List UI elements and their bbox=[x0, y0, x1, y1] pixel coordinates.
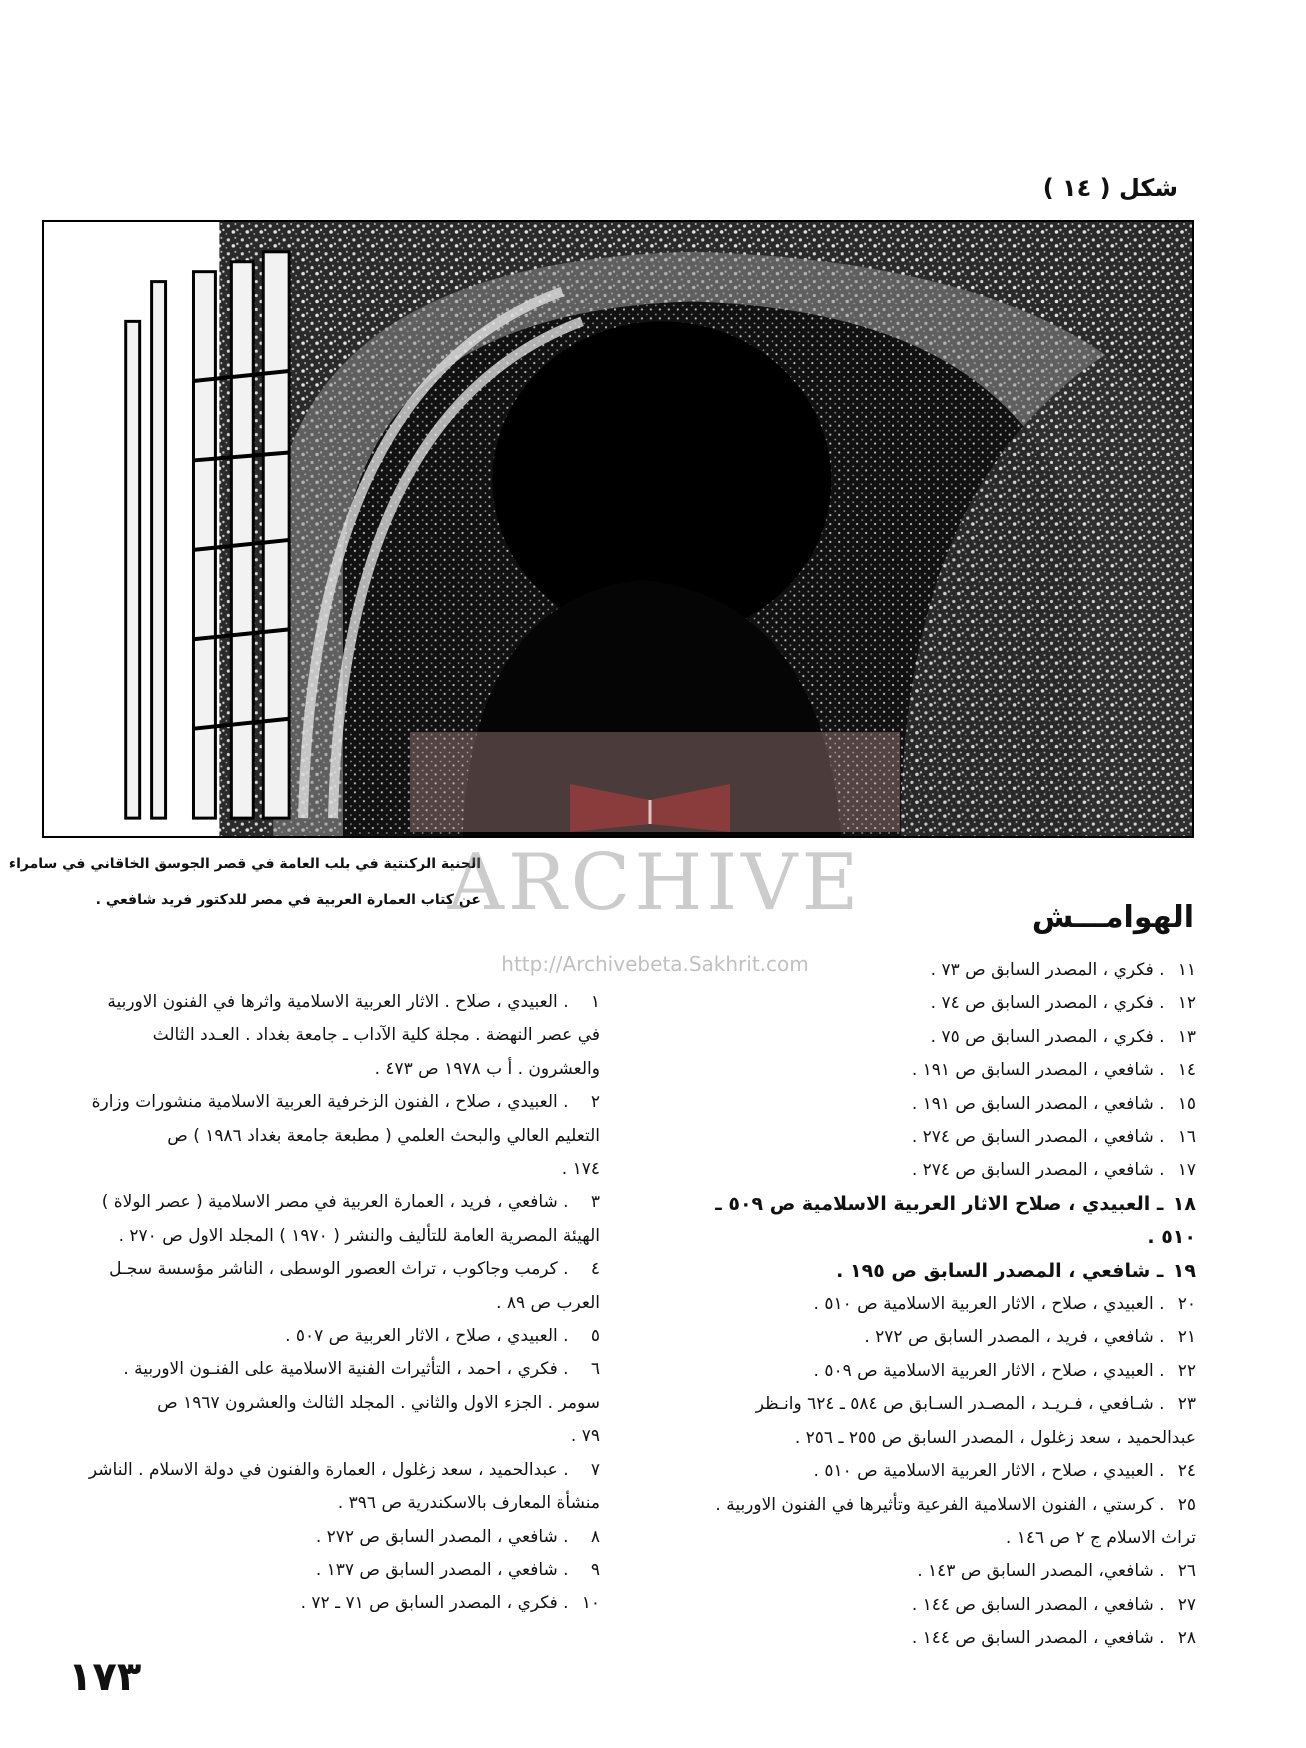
footnote-text: . شـافعي ، فـريـد ، المصـدر السـابق ص ٥٨٤ ـ ٦٢٤ وانـظر bbox=[755, 1394, 1165, 1415]
footnote-number: ١٥ bbox=[1177, 1093, 1196, 1114]
footnote-number: ٢٧ bbox=[1177, 1594, 1196, 1615]
footnote-number: ٢٣ bbox=[1177, 1394, 1196, 1415]
footnote-text: . العبيدي ، صلاح . الاثار العربية الاسلامية واثرها في الفنون الاوربية bbox=[107, 992, 569, 1012]
footnote-line bbox=[676, 1422, 1196, 1455]
footnote-line bbox=[676, 987, 1196, 1020]
footnote-text: . شافعي ، المصدر السابق ص ١٤٤ . bbox=[911, 1628, 1165, 1649]
footnote-line bbox=[70, 1220, 600, 1253]
footnote-line bbox=[676, 1321, 1196, 1354]
footnote-number: ٣ bbox=[590, 1192, 600, 1213]
footnote-number: ٢٨ bbox=[1177, 1628, 1196, 1649]
footnote-line bbox=[676, 1355, 1196, 1388]
footnote-line bbox=[676, 1021, 1196, 1054]
footnote-text: سومر . الجزء الاول والثاني . المجلد الثالث والعشرون ١٩٦٧ ص bbox=[157, 1392, 600, 1413]
footnote-text: تراث الاسلام ج ٢ ص ١٤٦ . bbox=[1005, 1527, 1196, 1548]
footnote-line bbox=[676, 1388, 1196, 1421]
footnote-number: ٢ bbox=[590, 1092, 600, 1113]
footnote-text: . شافعي ، المصدر السابق ص ٢٧٤ . bbox=[911, 1160, 1165, 1181]
footnotes-right-column bbox=[676, 954, 1196, 1656]
arch-niche-photo bbox=[44, 222, 1192, 836]
footnote-text: العرب ص ٨٩ . bbox=[496, 1292, 600, 1313]
footnote-number: ٧ bbox=[590, 1459, 600, 1480]
footnote-line bbox=[70, 1153, 600, 1186]
section-heading: الهوامـــش bbox=[1031, 900, 1194, 935]
footnote-number: ٢٥ bbox=[1177, 1494, 1196, 1515]
figure-photo bbox=[42, 220, 1194, 838]
footnote-line bbox=[676, 1288, 1196, 1321]
page-number: ١٧٣ bbox=[68, 1654, 142, 1700]
watermark-text: ARCHIVE bbox=[447, 838, 863, 928]
footnote-line bbox=[676, 1522, 1196, 1555]
footnote-line bbox=[70, 1120, 600, 1153]
footnote-line bbox=[70, 1253, 600, 1286]
footnote-number: ٢٢ bbox=[1177, 1360, 1196, 1381]
footnote-text: . كرمب وجاكوب ، تراث العصور الوسطى ، الناشر مؤسسة سجـل bbox=[109, 1259, 569, 1280]
footnote-line bbox=[676, 1455, 1196, 1488]
footnote-text: . شافعي ، المصدر السابق ص ١٩١ . bbox=[911, 1060, 1165, 1081]
footnote-text: . شافعي ، المصدر السابق ص ٢٧٤ . bbox=[911, 1127, 1165, 1148]
footnote-line bbox=[70, 1086, 600, 1119]
footnotes-left-column bbox=[70, 986, 600, 1621]
footnote-number: ٥ bbox=[590, 1326, 600, 1347]
footnote-text: . العبيدي ، صلاح ، الاثار العربية الاسلامية ص ٥١٠ . bbox=[813, 1294, 1165, 1315]
footnote-line bbox=[676, 1589, 1196, 1622]
figure-label: شكل ( ١٤ ) bbox=[1042, 174, 1178, 202]
footnote-text: . العبيدي ، صلاح ، الفنون الزخرفية العربية الاسلامية منشورات وزارة bbox=[91, 1092, 569, 1113]
footnote-text: ـ شافعي ، المصدر السابق ص ١٩٥ . bbox=[836, 1259, 1164, 1282]
footnote-line bbox=[70, 1454, 600, 1487]
footnote-number: ٨ bbox=[590, 1526, 600, 1547]
footnote-text: . كرستي ، الفنون الاسلامية الفرعية وتأثيرها في الفنون الاوربية . bbox=[715, 1494, 1165, 1515]
footnote-text: . شافعي ، المصدر السابق ص ١٤٤ . bbox=[911, 1594, 1165, 1615]
footnote-text: الهيئة المصرية العامة للتأليف والنشر ( ١٩٧٠ ) المجلد الاول ص ٢٧٠ . bbox=[118, 1225, 600, 1246]
footnote-text: . شافعي، المصدر السابق ص ١٤٣ . bbox=[917, 1561, 1165, 1582]
footnote-line bbox=[70, 1554, 600, 1587]
footnote-text: . عبدالحميد ، سعد زغلول ، العمارة والفنون في دولة الاسلام . الناشر bbox=[88, 1459, 569, 1480]
footnote-text: في عصر النهضة . مجلة كلية الآداب ـ جامعة بغداد . العـدد الثالث bbox=[152, 1025, 600, 1046]
footnote-line bbox=[676, 1188, 1196, 1255]
footnote-number: ١ bbox=[590, 992, 600, 1012]
footnote-line bbox=[70, 1487, 600, 1520]
footnote-line bbox=[676, 1154, 1196, 1187]
footnote-text: . فكري ، المصدر السابق ص ٧٥ . bbox=[930, 1026, 1165, 1047]
footnote-text: . شافعي ، المصدر السابق ص ١٣٧ . bbox=[315, 1559, 569, 1580]
footnote-line bbox=[70, 1387, 600, 1420]
footnote-line bbox=[70, 1019, 600, 1052]
footnote-line bbox=[676, 1054, 1196, 1087]
footnote-text: . شافعي ، المصدر السابق ص ٢٧٢ . bbox=[315, 1526, 569, 1547]
footnote-text: . فكري ، احمد ، التأثيرات الفنية الاسلامية على الفنـون الاوربية . bbox=[123, 1359, 569, 1380]
figure-caption-line1: الحنية الركنتية في بلب العامة في قصر الجوسق الخاقاني في سامراء bbox=[8, 856, 481, 872]
footnote-line bbox=[676, 954, 1196, 987]
footnote-number: ١٠ bbox=[581, 1593, 600, 1614]
footnote-text: . شافعي ، فريد ، المصدر السابق ص ٢٧٢ . bbox=[864, 1327, 1165, 1348]
footnote-text: التعليم العالي والبحث العلمي ( مطبعة جامعة بغداد ١٩٨٦ ) ص bbox=[167, 1125, 600, 1146]
footnote-number: ١٩ bbox=[1172, 1259, 1196, 1282]
footnote-text: منشأة المعارف بالاسكندرية ص ٣٩٦ . bbox=[337, 1493, 600, 1514]
footnote-line bbox=[676, 1555, 1196, 1588]
footnote-line bbox=[70, 1521, 600, 1554]
footnote-text: . العبيدي ، صلاح ، الاثار العربية الاسلامية ص ٥٠٩ . bbox=[813, 1360, 1165, 1381]
footnote-text: . فكري ، المصدر السابق ص ٧٤ . bbox=[930, 993, 1165, 1014]
footnote-number: ١٤ bbox=[1177, 1060, 1196, 1081]
footnote-line bbox=[676, 1088, 1196, 1121]
footnote-number: ٢٠ bbox=[1177, 1294, 1196, 1315]
figure-caption-line2: عن كتاب العمارة العربية في مصر للدكتور فريد شافعي . bbox=[95, 892, 481, 908]
footnote-number: ١٧ bbox=[1177, 1160, 1196, 1181]
footnote-line bbox=[70, 1053, 600, 1086]
footnote-line bbox=[70, 1587, 600, 1620]
footnote-line bbox=[70, 986, 600, 1019]
footnote-number: ٢١ bbox=[1177, 1327, 1196, 1348]
footnote-line bbox=[676, 1121, 1196, 1154]
footnote-line bbox=[676, 1622, 1196, 1655]
footnote-number: ٦ bbox=[590, 1359, 600, 1380]
footnote-line bbox=[70, 1186, 600, 1219]
footnote-line bbox=[70, 1287, 600, 1320]
footnote-text: . فكري ، المصدر السابق ص ٧٣ . bbox=[930, 960, 1165, 980]
footnote-line bbox=[70, 1320, 600, 1353]
footnote-number: ١٦ bbox=[1177, 1127, 1196, 1148]
footnote-number: ٩ bbox=[590, 1559, 600, 1580]
footnote-text: . العبيدي ، صلاح ، الاثار العربية ص ٥٠٧ . bbox=[285, 1326, 569, 1347]
footnote-line bbox=[70, 1353, 600, 1386]
footnote-line bbox=[676, 1489, 1196, 1522]
footnote-number: ١٢ bbox=[1177, 993, 1196, 1014]
footnote-text: ـ العبيدي ، صلاح الاثار العربية الاسلامية ص ٥٠٩ ـ ٥١٠ . bbox=[715, 1192, 1196, 1249]
footnote-text: ٧٩ . bbox=[570, 1426, 600, 1447]
footnote-number: ٢٦ bbox=[1177, 1561, 1196, 1582]
footnote-number: ١٨ bbox=[1172, 1192, 1196, 1215]
footnote-text: عبدالحميد ، سعد زغلول ، المصدر السابق ص ٢٥٥ ـ ٢٥٦ . bbox=[794, 1427, 1196, 1448]
footnote-number: ١٣ bbox=[1177, 1026, 1196, 1047]
footnote-text: . شافعي ، فريد ، العمارة العربية في مصر الاسلامية ( عصر الولاة ) bbox=[101, 1192, 569, 1213]
watermark-url: http://Archivebeta.Sakhrit.com bbox=[501, 952, 809, 976]
footnote-line bbox=[70, 1420, 600, 1453]
footnote-text: . شافعي ، المصدر السابق ص ١٩١ . bbox=[911, 1093, 1165, 1114]
footnote-number: ١١ bbox=[1177, 960, 1196, 980]
footnote-text: ١٧٤ . bbox=[561, 1159, 600, 1180]
footnote-text: والعشرون . أ ب ١٩٧٨ ص ٤٧٣ . bbox=[374, 1058, 600, 1079]
footnote-text: . فكري ، المصدر السابق ص ٧١ ـ ٧٢ . bbox=[300, 1593, 569, 1614]
footnote-number: ٤ bbox=[590, 1259, 600, 1280]
footnote-text: . العبيدي ، صلاح ، الاثار العربية الاسلامية ص ٥١٠ . bbox=[813, 1461, 1165, 1482]
footnote-number: ٢٤ bbox=[1177, 1461, 1196, 1482]
footnote-line bbox=[676, 1255, 1196, 1288]
